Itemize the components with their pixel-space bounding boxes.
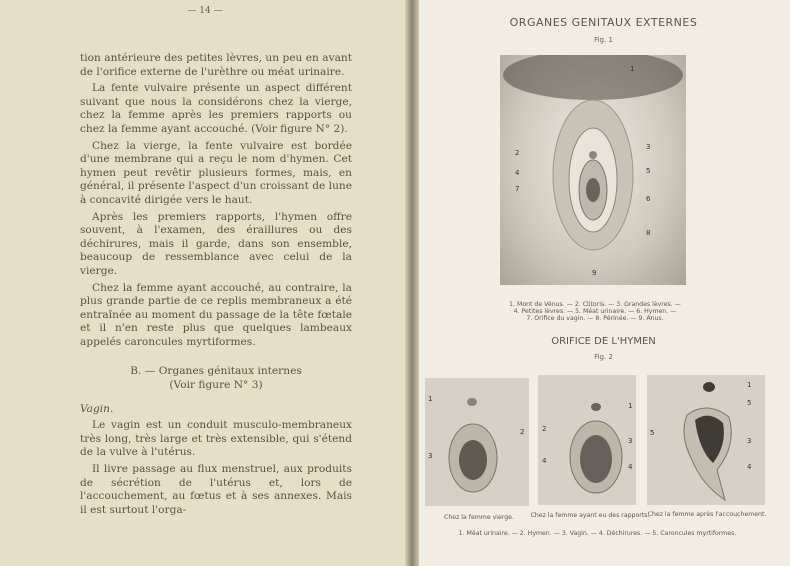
paragraph: Le vagin est un conduit musculo-membraneux très long, très large et très extensible, qui s'étend de la vulve à l'utérus.: [80, 419, 352, 459]
fig1-label-6: 6: [646, 195, 651, 203]
paragraph: Chez la femme ayant accouché, au contraire, la plus grande partie de ce replis membraneux a été entraînée au moment du passage de la tête fœtale et il n'en reste plus que quelques lambeaux appelés caroncules myrtiformes.: [80, 281, 352, 348]
plateB-label-4a: 4: [542, 457, 547, 465]
fig2-label: Fig. 2: [594, 353, 613, 361]
plateC-label-1: 1: [747, 381, 752, 389]
plateA-label-1: 1: [428, 395, 433, 403]
plateC-label-4: 4: [747, 463, 752, 471]
plateB-label-2: 2: [542, 425, 547, 433]
vulva-illustration: [500, 55, 686, 285]
title-hymen: ORIFICE DE L'HYMEN: [551, 336, 656, 347]
fig1-label-4: 4: [515, 169, 520, 177]
fig2-caption-birth: Chez la femme après l'accouchement.: [647, 511, 767, 518]
plateC-label-3: 3: [747, 437, 752, 445]
section-heading: B. — Organes génitaux internes: [130, 365, 302, 378]
fig1-label: Fig. 1: [594, 36, 613, 44]
legend-line: 4. Petites lèvres. — 5. Méat urinaire. — 6. Hymen. —: [513, 308, 677, 315]
legend-line: 7. Orifice du vagin. — 8. Périnée. — 9. Anus.: [526, 315, 664, 322]
fig1-label-5: 5: [646, 167, 651, 175]
subheading-vagin: Vagin.: [80, 402, 114, 415]
fig1-legend: [470, 301, 720, 322]
hymen-virgin-illustration: [425, 378, 529, 506]
fig1-label-8: 8: [646, 229, 651, 237]
fig1-label-7: 7: [515, 185, 520, 193]
fig2-legend: 1. Méat urinaire. — 2. Hymen. — 3. Vagin. — 4. Déchirures. — 5. Caroncules myrtiformes.: [458, 530, 737, 537]
plateA-label-3: 3: [428, 452, 433, 460]
plateA-label-2: 2: [520, 428, 525, 436]
fig2-plate-after-relations: [538, 375, 636, 505]
fig2-plate-after-birth: [647, 375, 765, 505]
page-number: — 14 —: [187, 6, 223, 16]
plateB-label-3: 3: [628, 437, 633, 445]
fig1-illustration: [500, 55, 686, 285]
fig1-label-9: 9: [592, 269, 597, 277]
section-subheading: (Voir figure N° 3): [169, 379, 263, 392]
paragraph: Après les premiers rapports, l'hymen offre souvent, à l'examen, des éraillures ou des déchirures, mais il garde, dans son ensemble, beaucoup de ressemblance avec celui de la vierge.: [80, 210, 352, 277]
plateB-label-1: 1: [628, 402, 633, 410]
legend-line: 1. Mont de Vénus. — 2. Clitoris. — 3. Grandes lèvres. —: [509, 301, 681, 308]
title-external-organs: ORGANES GENITAUX EXTERNES: [509, 16, 698, 29]
plateC-label-5b: 5: [650, 429, 655, 437]
left-body-text: [80, 52, 352, 517]
hymen-relations-illustration: [538, 375, 636, 505]
book-gutter: [405, 0, 419, 566]
paragraph: Il livre passage au flux menstruel, aux produits de sécrétion de l'utérus et, lors de l'accouchement, au fœtus et à ses annexes. Mais il est surtout l'orga-: [80, 463, 352, 516]
fig1-label-3: 3: [646, 143, 651, 151]
fig2-caption-virgin: Chez la femme vierge.: [444, 514, 514, 521]
paragraph: La fente vulvaire présente un aspect différent suivant que nous la considérons chez la vierge, chez la femme après les premiers rapports ou chez la femme ayant accouché. (Voir figure N° 2).: [80, 82, 352, 135]
paragraph: Chez la vierge, la fente vulvaire est bordée d'une membrane qui a reçu le nom d'hymen. Cet hymen peut revêtir plusieurs formes, mais, en général, il présente l'aspect d'un croissant de lune à concavité dirigée vers le haut.: [80, 139, 352, 206]
fig2-plate-virgin: [425, 378, 529, 506]
plateC-label-5a: 5: [747, 399, 752, 407]
paragraph: tion antérieure des petites lèvres, un peu en avant de l'orifice externe de l'urèthre ou méat urinaire.: [80, 52, 352, 78]
fig2-caption-relations: Chez la femme ayant eu des rapports.: [530, 512, 650, 519]
plateB-label-4b: 4: [628, 463, 633, 471]
fig1-label-1: 1: [630, 65, 635, 73]
fig1-label-2: 2: [515, 149, 520, 157]
